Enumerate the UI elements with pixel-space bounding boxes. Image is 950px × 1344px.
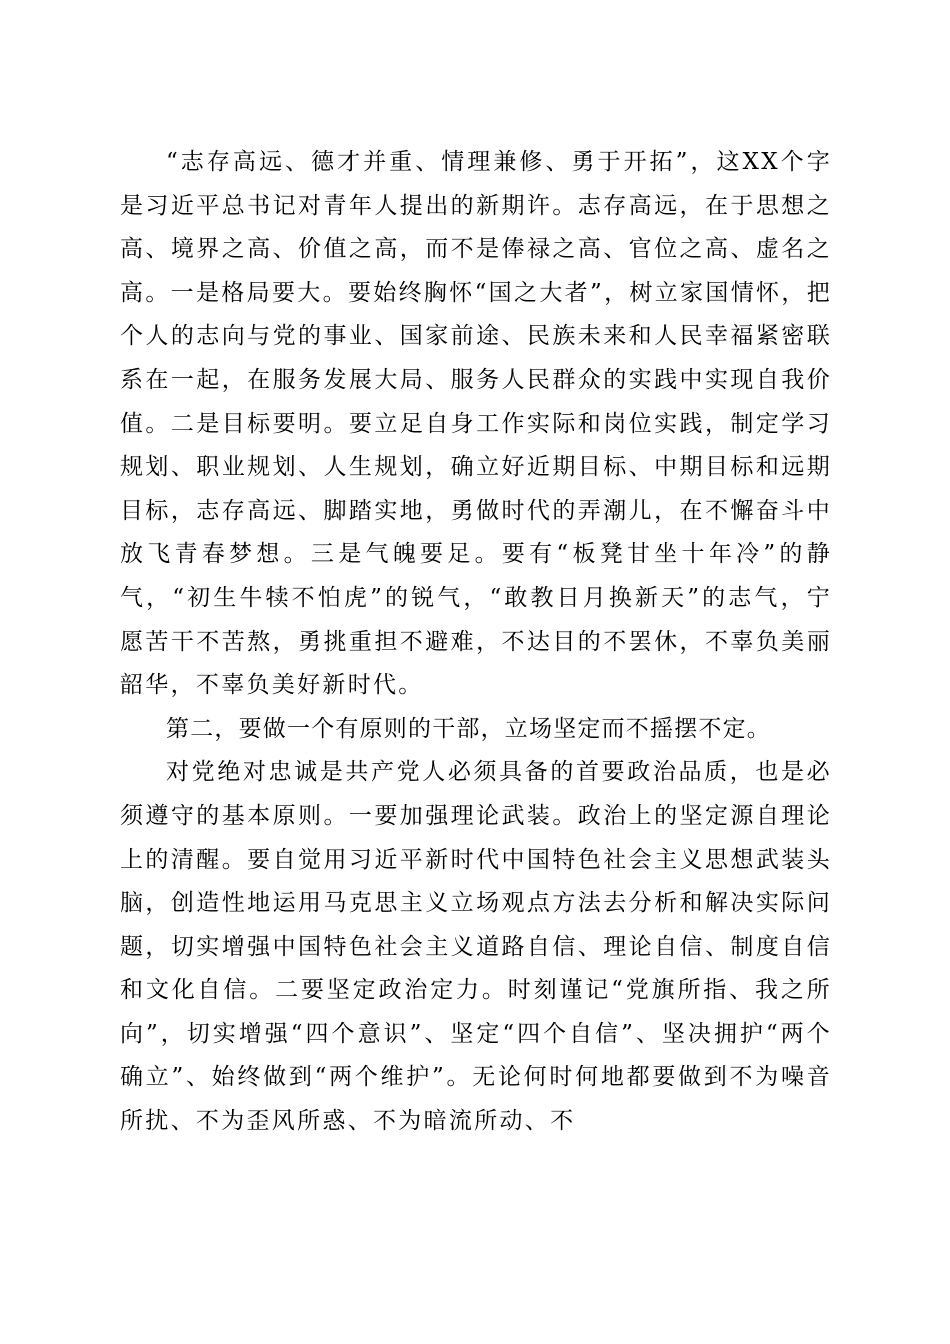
document-body	[120, 141, 832, 1144]
section-heading-principled-cadre: 第二，要做一个有原则的干部，立场坚定而不摇摆不定。	[166, 715, 771, 742]
paragraph-loyalty: 对党绝对忠诚是共产党人必须具备的首要政治品质，也是必须遵守的基本原则。一要加强理论武装。政治上的坚定源自理论上的清醒。要自觉用习近平新时代中国特色社会主义思想武装头脑，创造性地运用马克思主义立场观点方法去分析和解决实际问题，切实增强中国特色社会主义道路自信、理论自信、制度自信和文化自信。二要坚定政治定力。时刻谨记“党旗所指、我之所向”，切实增强“四个意识”、坚定“四个自信”、坚决拥护“两个确立”、始终做到“两个维护”。无论何时何地都要做到不为噪音所扰、不为歪风所惑、不为暗流所动、不	[120, 759, 832, 1135]
paragraph-ambition: “志存高远、德才并重、情理兼修、勇于开拓”，这XX个字是习近平总书记对青年人提出的新期许。志存高远，在于思想之高、境界之高、价值之高，而不是俸禄之高、官位之高、虚名之高。一是格局要大。要始终胸怀“国之大者”，树立家国情怀，把个人的志向与党的事业、国家前途、民族未来和人民幸福紧密联系在一起，在服务发展大局、服务人民群众的实践中实现自我价值。二是目标要明。要立足自身工作实际和岗位实践，制定学习规划、职业规划、人生规划，确立好近期目标、中期目标和远期目标，志存高远、脚踏实地，勇做时代的弄潮儿，在不懈奋斗中放飞青春梦想。三是气魄要足。要有“板凳甘坐十年冷”的静气，“初生牛犊不怕虎”的锐气，“敢教日月换新天”的志气，宁愿苦干不苦熬，勇挑重担不避难，不达目的不罢休，不辜负美丽韶华，不辜负美好新时代。	[120, 149, 832, 699]
